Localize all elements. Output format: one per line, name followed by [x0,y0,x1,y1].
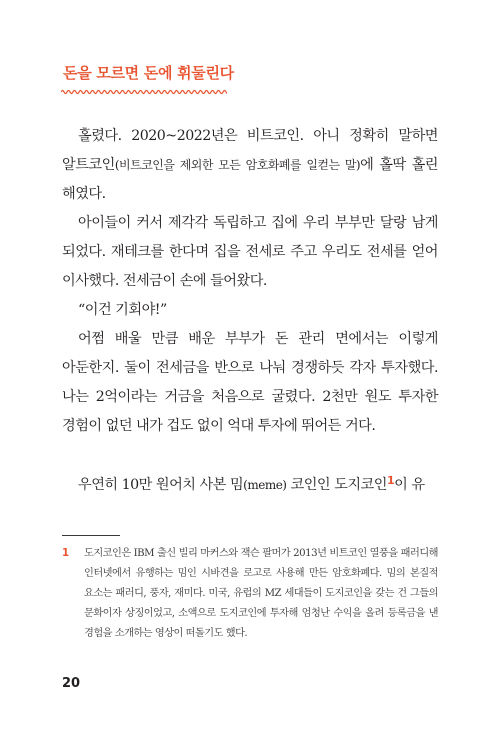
page-number: 20 [62,676,81,691]
paragraph-3-quote: “이건 기회야!” [78,302,167,318]
paragraph-2: 아이들이 커서 제각각 독립하고 집에 우리 부부만 달랑 남게 되었다. 재테크를 한다며 집을 전세로 주고 우리도 전세를 얻어 이사했다. 전세금이 손에 들어왔다. [62,215,438,289]
footnote-divider [62,535,120,536]
paragraph-4: 어쩜 배울 만큼 배운 부부가 돈 관리 면에서는 이렇게 아둔한지. 둘이 전세금을 반으로 나눠 경쟁하듯 각자 투자했다. 나는 2억이라는 거금을 처음으로 굴렸다. 2천만 원도 투자한 경험이 없던 내가 겁도 없이 억대 투자에 뛰어든 거다. [62,331,438,434]
body-text-block-1 [62,122,438,441]
body-text-block-2 [62,466,438,500]
footnote [62,544,438,644]
paragraph-5-parenthetical: (meme) [243,478,287,492]
paragraph-1: 홀렸다. 2020~2022년은 비트코인. 아니 정확히 말하면 알트코인(비트코인을 제외한 모든 암호화폐를 일컫는 말)에 홀딱 홀린 해였다. [62,128,439,202]
paragraph-1-parenthetical: (비트코인을 제외한 모든 암호화폐를 일컫는 말) [114,158,361,172]
wavy-underline [61,88,227,96]
paragraph-5: 우연히 10만 원어치 사본 밈(meme) 코인인 도지코인$^1$이 유 [78,474,425,493]
chapter-heading: 돈을 모르면 돈에 휘둘린다 [63,64,234,82]
footnote-reference[interactable]: 1 [386,474,395,487]
footnote-number: 1 [62,548,69,559]
footnote-text: 도지코인은 IBM 출신 빌리 마커스와 잭슨 팔머가 2013년 비트코인 열풍을 패러디해 인터넷에서 유행하는 밈인 시바견을 로고로 사용해 만든 암호화폐다. 밈의 본질적 요소는 패러디, 풍자, 재미다. 미국, 유럽의 MZ 세대들이 도지코인을 갖는 건 그들의 문화이자 상징이었고, 소액으로 도지코인에 투자해 엄청난 수익을 올려 등록금을 낸 경험을 소개하는 영상이 떠돌기도 했다. [84,548,438,639]
